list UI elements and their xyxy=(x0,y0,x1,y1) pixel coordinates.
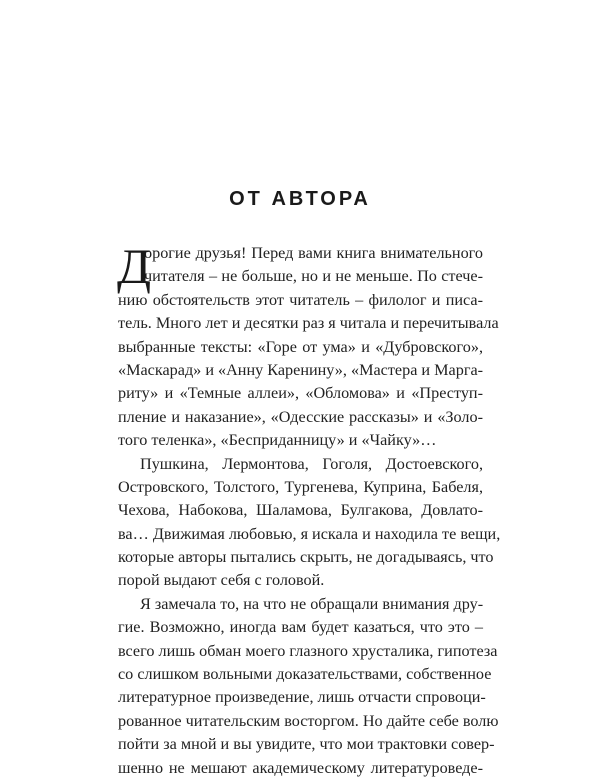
drop-cap: Д xyxy=(117,238,152,294)
text-line: Я замечала то, на что не обращали внимания дру- xyxy=(140,594,484,613)
paragraph-2 xyxy=(118,453,501,593)
text-line: нию обстоятельств этот читатель – филолог и писа- xyxy=(118,290,483,309)
text-line: Пушкина, Лермонтова, Гоголя, Достоевского, xyxy=(140,454,483,473)
text-line: «Маскарад» и «Анну Каренину», «Мастера и Марга- xyxy=(118,360,484,379)
text-line: тель. Много лет и десятки раз я читала и перечитывала xyxy=(118,314,499,333)
text-line: выбранные тексты: «Горе от ума» и «Дубровского», xyxy=(118,337,483,356)
text-line: Островского, Толстого, Тургенева, Куприна, Бабеля, xyxy=(118,477,483,496)
text-line: шенно не мешают академическому литературоведе- xyxy=(118,758,483,777)
paragraph-3 xyxy=(118,593,499,780)
text-line: порой выдают себя с головой. xyxy=(118,571,325,590)
text-line: Чехова, Набокова, Шаламова, Булгакова, Довлато- xyxy=(118,501,483,520)
page-title: ОТ АВТОРА xyxy=(229,188,371,210)
text-line: литературное произведение, лишь отчасти спровоци- xyxy=(118,688,486,707)
text-line: читателя – не больше, но и не меньше. По стече- xyxy=(144,267,483,286)
text-line: рованное читательским восторгом. Но дайте себе волю xyxy=(118,711,499,730)
text-line: всего лишь обман моего глазного хрусталика, гипотеза xyxy=(118,641,498,660)
text-body xyxy=(117,238,501,780)
text-line: пление и наказание», «Одесские рассказы» и «Золо- xyxy=(118,407,483,426)
paragraph-1 xyxy=(117,238,499,453)
text-line: гие. Возможно, иногда вам будет казаться, что это – xyxy=(118,618,483,637)
text-line: того теленка», «Бесприданницу» и «Чайку»… xyxy=(118,431,437,450)
text-line: орогие друзья! Перед вами книга внимательного xyxy=(144,244,483,262)
text-line: ва… Движимая любовью, я искала и находила те вещи, xyxy=(118,524,501,543)
text-line: которые авторы пытались скрыть, не догадываясь, что xyxy=(118,548,494,567)
text-line: со слишком вольными доказательствами, собственное xyxy=(118,665,492,684)
text-line: риту» и «Темные аллеи», «Обломова» и «Преступ- xyxy=(118,384,483,403)
text-line: пойти за мной и вы увидите, что мои трактовки совер- xyxy=(118,735,495,754)
